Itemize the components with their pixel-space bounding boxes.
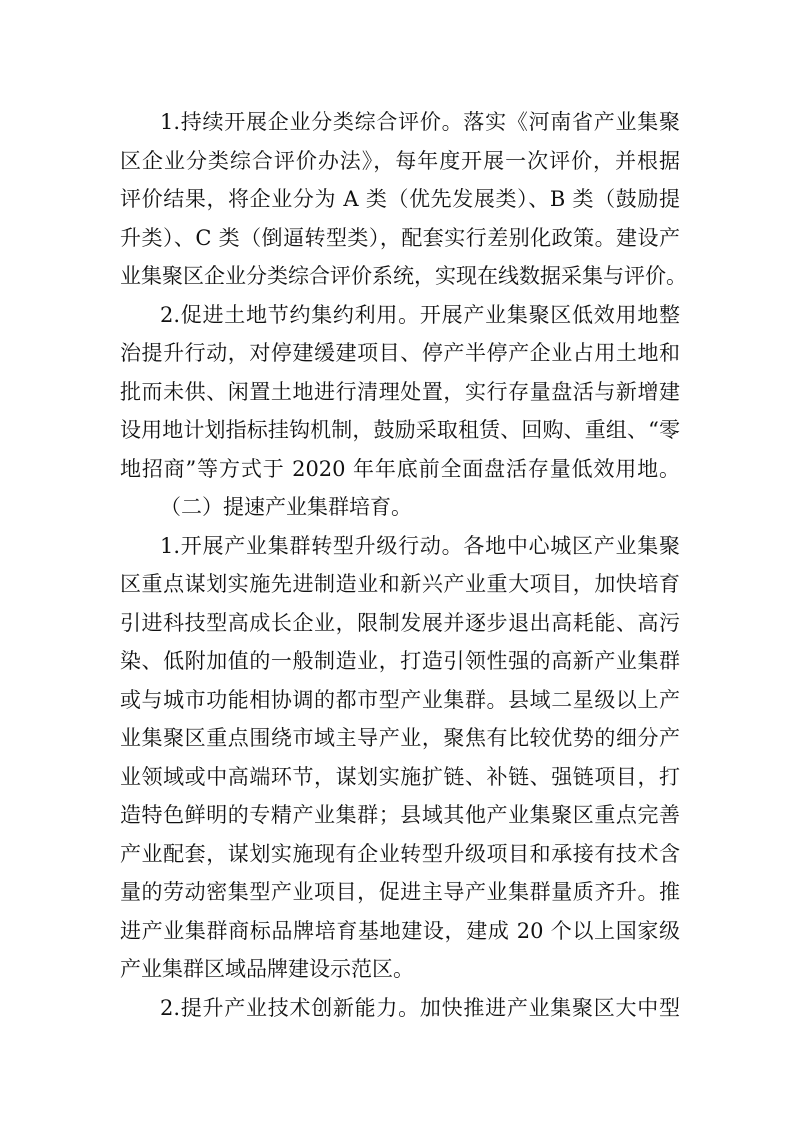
paragraph-line: 产业集群区域品牌建设示范区。 [120,957,414,981]
paragraph-line: 引进科技型高成长企业，限制发展并逐步退出高耗能、高污 [120,610,680,635]
paragraph-line: 区企业分类综合评价办法》，每年度开展一次评价，并根据 [120,148,680,173]
paragraph-line: 1.开展产业集群转型升级行动。各地中心城区产业集聚 [160,533,680,558]
paragraph-line: 升类）、C 类（倒逼转型类），配套实行差别化政策。建设产 [120,225,680,250]
paragraph-line: 染、低附加值的一般制造业，打造引领性强的高新产业集群 [120,649,680,673]
paragraph-line: 产业配套，谋划实施现有企业转型升级项目和承接有技术含 [120,841,680,866]
paragraph-line: 量的劳动密集型产业项目，促进主导产业集群量质齐升。推 [120,880,680,904]
paragraph-line: 业集聚区重点围绕市域主导产业，聚焦有比较优势的细分产 [120,726,680,750]
paragraph-line: 批而未供、闲置土地进行清理处置，实行存量盘活与新增建 [120,379,680,404]
paragraph-line: 1.持续开展企业分类综合评价。落实《河南省产业集聚 [160,110,680,134]
paragraph-line: 设用地计划指标挂钩机制，鼓励采取租赁、回购、重组、“零 [120,418,680,442]
paragraph-line: 地招商”等方式于 2020 年年底前全面盘活存量低效用地。 [120,456,680,481]
paragraph-line: 2.促进土地节约集约利用。开展产业集聚区低效用地整 [160,302,680,327]
paragraph-line: 治提升行动，对停建缓建项目、停产半停产企业占用土地和 [120,341,680,365]
paragraph-line: 进产业集群商标品牌培育基地建设，建成 20 个以上国家级 [120,918,680,943]
paragraph-line: 评价结果，将企业分为 A 类（优先发展类）、B 类（鼓励提 [120,187,680,211]
paragraph-line: 造特色鲜明的专精产业集群；县域其他产业集聚区重点完善 [120,803,680,827]
paragraph-line: 2.提升产业技术创新能力。加快推进产业集聚区大中型 [160,995,680,1020]
section-heading: （二）提速产业集群培育。 [160,495,412,519]
paragraph-line: 业领域或中高端环节，谋划实施扩链、补链、强链项目，打 [120,764,680,789]
paragraph-line: 业集聚区企业分类综合评价系统，实现在线数据采集与评价。 [120,264,687,288]
paragraph-line: 区重点谋划实施先进制造业和新兴产业重大项目，加快培育 [120,572,680,596]
paragraph-line: 或与城市功能相协调的都市型产业集群。县域二星级以上产 [120,687,680,712]
